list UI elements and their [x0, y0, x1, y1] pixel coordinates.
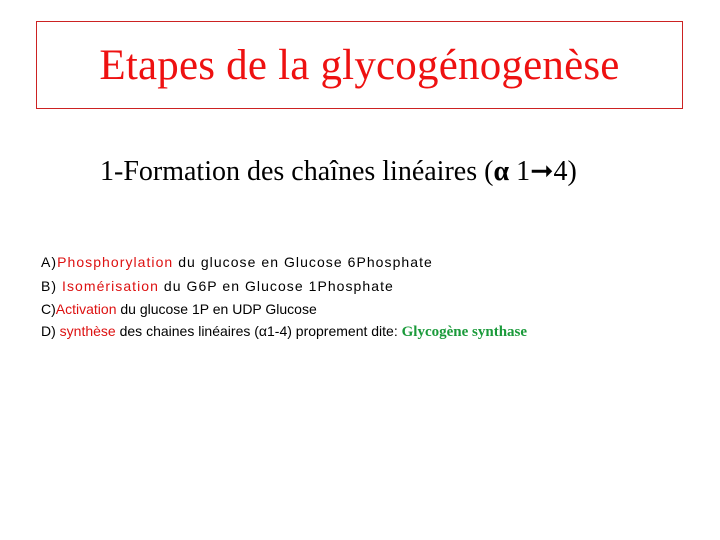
slide-title: Etapes de la glycogénogenèse: [99, 41, 620, 89]
step-text: du glucose 1P en UDP Glucose: [116, 301, 317, 317]
step-item-c: [41, 298, 527, 320]
section-heading-bond: 1➞4): [509, 156, 577, 187]
title-frame: [36, 21, 683, 109]
step-keyword: Isomérisation: [62, 278, 159, 294]
step-item-b: [41, 274, 527, 298]
steps-list: [41, 250, 527, 343]
enzyme-name: Glycogène synthase: [401, 324, 528, 340]
step-keyword: synthèse: [59, 323, 116, 339]
step-prefix: C): [41, 301, 56, 317]
alpha-symbol: α: [493, 156, 510, 187]
step-text: du glucose en Glucose 6Phosphate: [173, 254, 433, 270]
step-text: des chaines linéaires (α1-4) proprement dite:: [115, 323, 402, 339]
step-item-d: [41, 320, 527, 343]
step-text: du G6P en Glucose 1Phosphate: [158, 278, 394, 294]
step-prefix: D): [41, 323, 60, 339]
step-keyword: Phosphorylation: [57, 254, 174, 270]
section-heading-text: 1-Formation des chaînes linéaires (: [100, 156, 494, 187]
step-keyword: Activation: [55, 301, 117, 317]
step-prefix: B): [41, 278, 63, 294]
step-item-a: [41, 250, 527, 274]
section-heading: [100, 154, 577, 188]
step-prefix: A): [41, 254, 58, 270]
